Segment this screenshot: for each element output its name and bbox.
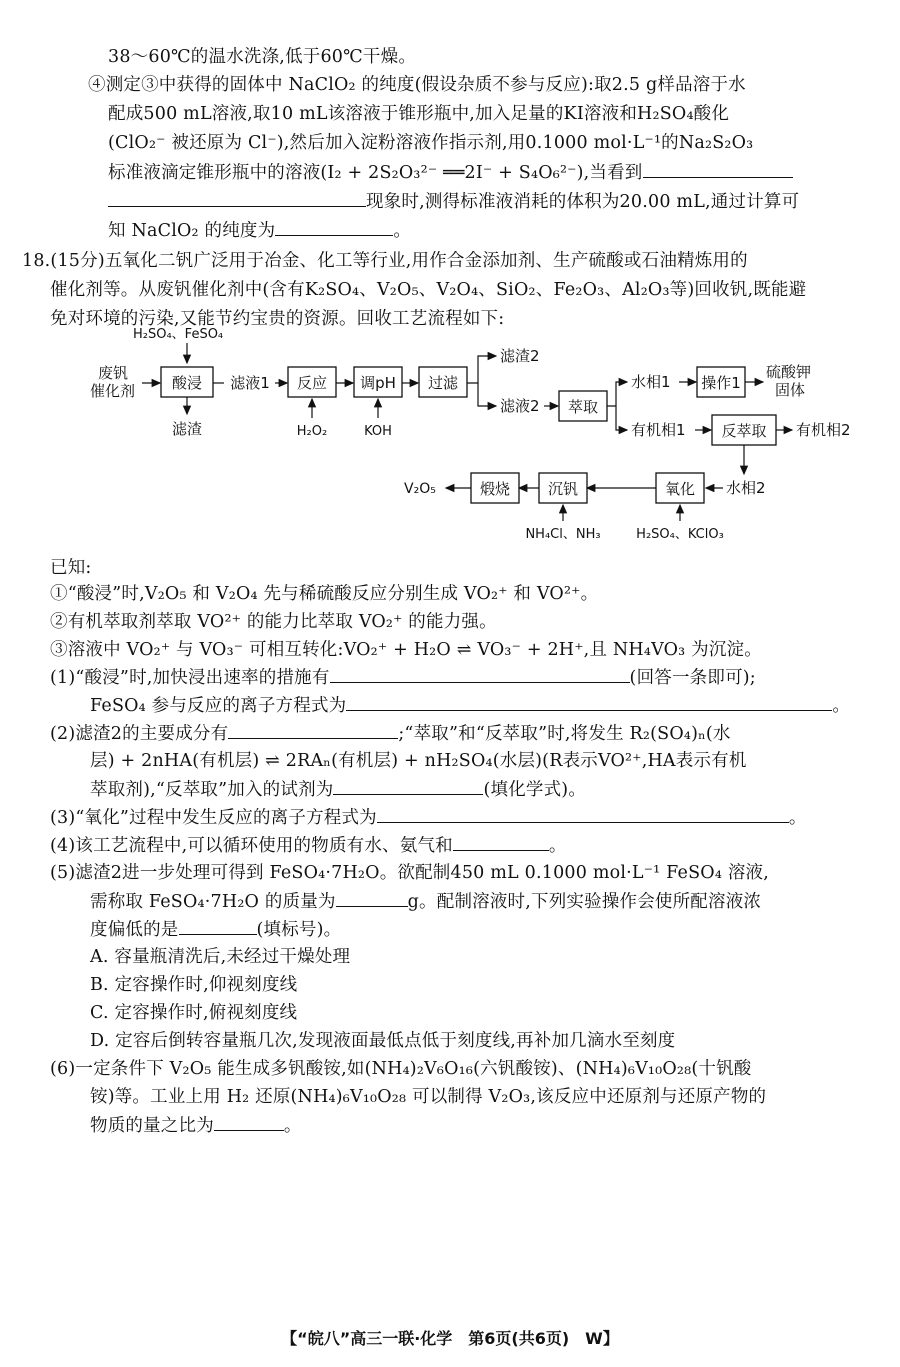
known-item: ③溶液中 VO₂⁺ 与 VO₃⁻ 可相互转化:VO₂⁺ + H₂O ⇌ VO₃⁻ + 2H⁺,且 NH₄VO₃ 为沉淀。 [50,640,762,660]
stream-label: 滤液2 [500,397,540,415]
step-label: 酸浸 [171,374,203,392]
text-span: (回答一条即可); [629,668,756,688]
start-material-label: 废钒 [98,364,129,382]
step-label: 操作1 [701,374,741,392]
text-span: (2)滤渣2的主要成分有 [50,724,229,744]
known-item: ②有机萃取剂萃取 VO²⁺ 的能力比萃取 VO₂⁺ 的能力强。 [50,612,497,632]
stream-label: 有机相2 [796,421,851,439]
known-item: ①“酸浸”时,V₂O₅ 和 V₂O₄ 先与稀硫酸反应分别生成 VO₂⁺ 和 VO²⁺。 [50,584,599,604]
step-label: 沉钒 [547,480,579,498]
answer-blank[interactable] [346,692,832,711]
known-title: 已知: [50,558,92,578]
step-label: 反应 [296,374,328,392]
stream-label: 有机相1 [631,421,686,439]
text-span: 。 [788,808,807,828]
text-span: 需称取 FeSO₄·7H₂O 的质量为 [90,892,336,912]
start-material-label: 催化剂 [90,382,136,400]
text-line: 铵)等。工业上用 H₂ 还原(NH₄)₆V₁₀O₂₈ 可以制得 V₂O₃,该反应中还原剂与还原产物的 [90,1087,767,1107]
text-line [108,188,799,215]
text-span: (填标号)。 [256,920,342,940]
text-span: 萃取剂),“反萃取”加入的试剂为 [90,780,334,800]
option-b: B. 定容操作时,仰视刻度线 [90,975,298,995]
text-span: 度偏低的是 [90,920,179,940]
answer-blank[interactable] [377,804,789,823]
reagent-label: H₂SO₄、FeSO₄ [133,327,224,342]
stream-label: 水相1 [631,373,671,391]
text-span: (3)“氧化”过程中发生反应的离子方程式为 [50,808,377,828]
text-span: 。 [548,836,567,856]
question-18-stem: 18.(15分)五氧化二钒广泛用于冶金、化工等行业,用作合金添加剂、生产硫酸或石油精炼用的 [22,251,748,271]
text-line [90,776,586,803]
text-line [90,692,850,719]
step-label: 氧化 [664,480,696,498]
option-d: D. 定容后倒转容量瓶几次,发现液面最低点低于刻度线,再补加几滴水至刻度 [90,1031,676,1051]
reagent-label: NH₄Cl、NH₃ [525,527,601,542]
text-line [108,217,411,244]
step-label: 煅烧 [479,480,511,498]
question-3 [50,804,807,831]
question-6: (6)一定条件下 V₂O₅ 能生成多钒酸铵,如(NH₄)₂V₆O₁₆(六钒酸铵)、(NH₄)₆V₁₀O₂₈(十钒酸 [50,1059,752,1079]
text-span: 标准液滴定锥形瓶中的溶液(I₂ + 2S₂O₃²⁻ ══2I⁻ + S₄O₆²⁻),当看到 [108,163,643,183]
answer-blank[interactable] [214,1112,284,1131]
answer-blank[interactable] [108,188,366,207]
residue-label: 滤渣 [171,420,203,438]
answer-blank[interactable] [333,776,483,795]
answer-blank[interactable] [179,916,257,935]
text-span: (填化学式)。 [483,780,587,800]
text-line: 配成500 mL溶液,取10 mL该溶液于锥形瓶中,加入足量的KI溶液和H₂SO₄酸化 [108,104,730,124]
step-label: 反萃取 [721,422,767,440]
text-span: 。 [832,696,851,716]
question-1 [50,664,756,691]
text-line: ④测定③中获得的固体中 NaClO₂ 的纯度(假设杂质不参与反应):取2.5 g样品溶于水 [88,75,746,95]
text-line [90,1112,302,1139]
step-label: 过滤 [427,374,459,392]
question-2 [50,720,731,747]
text-span: FeSO₄ 参与反应的离子方程式为 [90,696,347,716]
page-footer: 【“皖八”高三一联·化学 第6页(共6页) W】 [281,1329,619,1348]
option-c: C. 定容操作时,俯视刻度线 [90,1003,298,1023]
answer-blank[interactable] [275,217,393,236]
answer-blank[interactable] [330,664,630,683]
text-line: 38～60℃的温水洗涤,低于60℃干燥。 [108,47,417,67]
stream-label: 水相2 [726,479,766,497]
question-5: (5)滤渣2进一步处理可得到 FeSO₄·7H₂O。欲配制450 mL 0.1000 mol·L⁻¹ FeSO₄ 溶液, [50,863,769,883]
text-span: (1)“酸浸”时,加快浸出速率的措施有 [50,668,330,688]
answer-blank[interactable] [643,159,793,178]
stream-label: 滤液1 [230,374,270,392]
text-span: (4)该工艺流程中,可以循环使用的物质有水、氨气和 [50,836,453,856]
text-span: 。 [393,221,412,241]
product-label: 固体 [775,381,806,399]
process-flow-diagram [0,322,900,552]
stream-label: 滤渣2 [500,347,540,365]
answer-blank[interactable] [453,832,549,851]
step-label: 萃取 [567,398,599,416]
text-line [90,916,341,943]
text-line: 免对环境的污染,又能节约宝贵的资源。回收工艺流程如下: [50,309,505,329]
text-line [90,888,761,915]
text-span: 现象时,测得标准液消耗的体积为20.00 mL,通过计算可 [366,192,800,212]
text-line [108,159,793,186]
text-line: 层) + 2nHA(有机层) ⇌ 2RAₙ(有机层) + nH₂SO₄(水层)(R表示VO²⁺,HA表示有机 [90,751,747,771]
text-line: (ClO₂⁻ 被还原为 Cl⁻),然后加入淀粉溶液作指示剂,用0.1000 mol·L⁻¹的Na₂S₂O₃ [108,133,754,153]
reagent-label: H₂SO₄、KClO₃ [636,527,724,542]
text-line: 催化剂等。从废钒催化剂中(含有K₂SO₄、V₂O₅、V₂O₄、SiO₂、Fe₂O₃、Al₂O₃等)回收钒,既能避 [50,280,807,300]
text-span: 物质的量之比为 [90,1116,214,1136]
reagent-label: KOH [364,424,392,439]
product-label: 硫酸钾 [766,363,812,381]
text-span: ;“萃取”和“反萃取”时,将发生 R₂(SO₄)ₙ(水 [398,724,731,744]
answer-blank[interactable] [228,720,398,739]
text-span: 。 [283,1116,302,1136]
answer-blank[interactable] [336,888,408,907]
text-span: g。配制溶液时,下列实验操作会使所配溶液浓 [407,892,762,912]
reagent-label: H₂O₂ [296,424,328,439]
product-label: V₂O₅ [404,481,436,497]
step-label: 调pH [360,374,396,392]
text-span: 知 NaClO₂ 的纯度为 [108,221,276,241]
option-a: A. 容量瓶清洗后,未经过干燥处理 [90,947,351,967]
question-4 [50,832,567,859]
